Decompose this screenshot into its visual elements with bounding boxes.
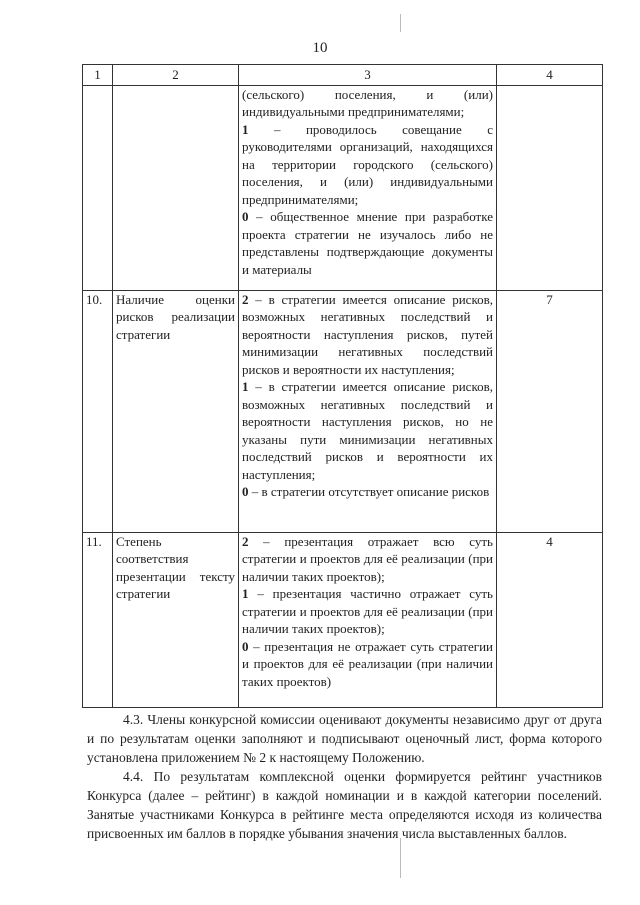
score-value: 1: [242, 586, 249, 601]
criterion-description: [239, 85, 497, 290]
table-header-row: [83, 65, 603, 86]
column-header: 3: [239, 65, 497, 86]
score-option: 0 – презентация не отражает суть стратегии и проектов для её реализации (при наличии таких проектов): [242, 638, 493, 689]
column-header: 1: [83, 65, 113, 86]
table-row: [83, 532, 603, 707]
max-score: 4: [497, 532, 603, 707]
score-value: 0: [242, 209, 249, 224]
paragraph: 4.4. По результатам комплексной оценки формируется рейтинг участников Конкурса (далее – рейтинг) в каждой номинации и в каждой категории поселений. Занятые участниками Конкурса в рейтинге места определяются исходя из количества присвоенных им баллов в порядке убывания значения числа выставленных баллов.: [87, 769, 602, 841]
column-header: 2: [113, 65, 239, 86]
score-option: 0 – в стратегии отсутствует описание рисков: [242, 484, 490, 499]
scan-artifact-line: [400, 14, 401, 32]
paragraph: 4.3. Члены конкурсной комиссии оценивают документы независимо друг от друга и по результатам оценки заполняют и подписывают оценочный лист, форма которого установлена приложением № 2 к настоящему Положению.: [87, 712, 602, 765]
score-option: 0 – общественное мнение при разработке проекта стратегии не изучалось либо не представлены подтверждающие документы и материалы: [242, 209, 493, 277]
scan-artifact-line: [400, 838, 401, 878]
row-number: 11.: [83, 532, 113, 707]
score-value: 0: [242, 638, 249, 654]
score-value: 1: [242, 379, 249, 394]
criterion-name: Степень соответствия презентации тексту стратегии: [113, 532, 239, 707]
score-option: 1 – в стратегии имеется описание рисков, возможных негативных последствий и вероятности наступления рисков, но не указаны пути минимизации негативных последствий рисков и вероятности их наступления;: [242, 379, 493, 482]
criteria-table: [82, 64, 603, 708]
score-value: 2: [242, 291, 249, 307]
body-text: [87, 710, 602, 843]
score-value: 0: [242, 484, 249, 499]
criterion-description: [239, 290, 497, 532]
score-option: 2 – презентация отражает всю суть стратегии и проектов для её реализации (при наличии таких проектов);: [242, 533, 493, 584]
criterion-description: [239, 532, 497, 707]
score-option: 1 – проводилось совещание с руководителями организаций, находящихся на территории городского (сельского) поселения, и (или) индивидуальными предпринимателями;: [242, 121, 493, 207]
row-number: [83, 85, 113, 290]
table-row: [83, 290, 603, 532]
score-option: 1 – презентация частично отражает суть стратегии и проектов для её реализации (при наличии таких проектов);: [242, 586, 493, 636]
score-value: 2: [242, 533, 249, 549]
score-option: (сельского) поселения, и (или) индивидуальными предпринимателями;: [242, 86, 493, 119]
score-option: 2 – в стратегии имеется описание рисков, возможных негативных последствий и вероятности наступления рисков, путей минимизации негативных последствий рисков и вероятности их наступления;: [242, 291, 493, 377]
row-number: 10.: [83, 290, 113, 532]
table-row: [83, 85, 603, 290]
max-score: [497, 85, 603, 290]
max-score: 7: [497, 290, 603, 532]
column-header: 4: [497, 65, 603, 86]
criterion-name: Наличие оценки рисков реализации стратегии: [113, 290, 239, 532]
page-number: 10: [312, 40, 328, 56]
score-value: 1: [242, 121, 249, 137]
criterion-name: [113, 85, 239, 290]
